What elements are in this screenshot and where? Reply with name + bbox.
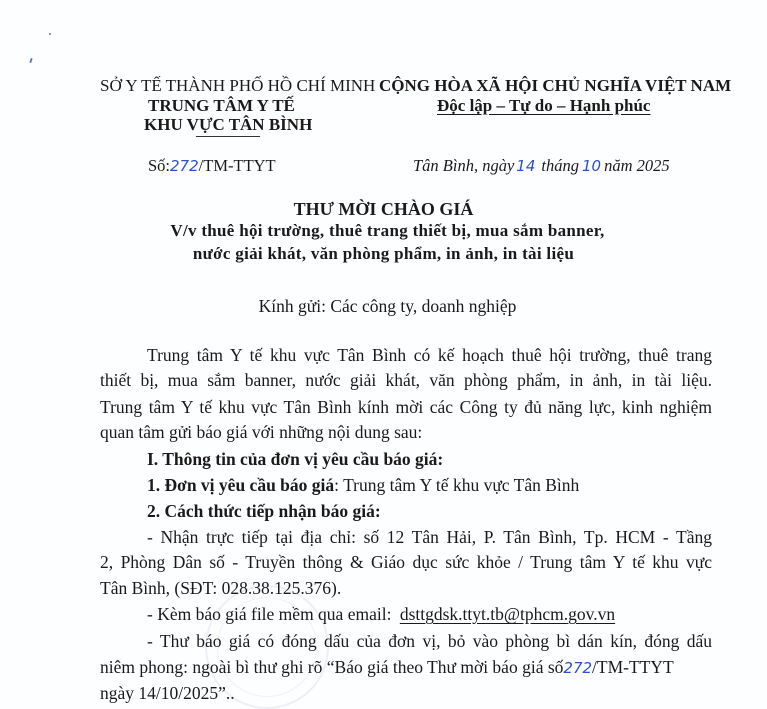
intro-line2: thiết bị, mua sắm banner, nước giải khát, văn phòng phẩm, in ảnh, in tài liệu. xyxy=(100,370,712,390)
section-1-heading: I. Thông tin của đơn vị yêu cầu báo giá: xyxy=(147,449,444,469)
salutation: Kính gửi: Các công ty, doanh nghiệp xyxy=(258,296,517,316)
reference-prefix: Số: xyxy=(148,156,171,175)
seal-handwritten-number: 272 xyxy=(563,659,593,677)
email-link[interactable]: dsttgdsk.ttyt.tb@tphcm.gov.vn xyxy=(399,604,616,624)
reference-suffix: /TM-TTYT xyxy=(198,156,276,175)
item-2-heading: 2. Cách thức tiếp nhận báo giá: xyxy=(147,501,381,521)
header-district: KHU VỰC TÂN BÌNH xyxy=(144,115,313,134)
seal-line2-suffix: /TM-TTYT xyxy=(592,657,674,677)
email-prefix: - Kèm báo giá file mềm qua email: xyxy=(147,604,392,624)
document-title: THƯ MỜI CHÀO GIÁ xyxy=(293,199,474,219)
address-line3: Tân Bình, (SĐT: 028.38.125.376). xyxy=(100,578,342,598)
seal-line3: ngày 14/10/2025”.. xyxy=(100,683,235,703)
reference-handwritten-number: 272 xyxy=(170,157,199,175)
email-line xyxy=(147,604,615,625)
seal-line1: - Thư báo giá có đóng dấu của đơn vị, bỏ vào phòng bì dán kín, đóng dấu xyxy=(147,631,712,651)
seal-line2 xyxy=(100,657,674,678)
header-ministry: SỞ Y TẾ THÀNH PHỐ HỒ CHÍ MINH xyxy=(100,76,376,95)
item-1-label: 1. Đơn vị yêu cầu báo giá xyxy=(147,475,335,495)
intro-line3: Trung tâm Y tế khu vực Tân Bình kính mời các Công ty đủ năng lực, kinh nghiệm xyxy=(100,397,712,417)
document-date xyxy=(413,156,670,176)
seal-line2-prefix: niêm phong: ngoài bì thư ghi rõ “Báo giá theo Thư mời báo giá số xyxy=(100,657,564,677)
scan-mark xyxy=(29,58,33,63)
date-month-handwritten: 10 xyxy=(581,157,602,175)
header-motto: Độc lập – Tự do – Hạnh phúc xyxy=(437,96,651,115)
item-1-requesting-unit xyxy=(147,475,579,496)
date-place: Tân Bình, ngày xyxy=(413,156,515,175)
header-center-name: TRUNG TÂM Y TẾ xyxy=(148,96,295,115)
date-month-label: tháng xyxy=(541,156,579,175)
header-left-rule xyxy=(196,136,260,137)
scan-mark xyxy=(49,33,51,35)
item-1-value: : Trung tâm Y tế khu vực Tân Bình xyxy=(334,475,580,495)
header-nation: CỘNG HÒA XÃ HỘI CHỦ NGHĨA VIỆT NAM xyxy=(379,76,732,95)
address-line2: 2, Phòng Dân số - Truyền thông & Giáo dục sức khỏe / Trung tâm Y tế khu vực xyxy=(100,552,712,572)
intro-line1: Trung tâm Y tế khu vực Tân Bình có kế hoạch thuê hội trường, thuê trang xyxy=(147,345,712,365)
intro-line4: quan tâm gửi báo giá với những nội dung sau: xyxy=(100,422,423,442)
date-day-handwritten: 14 xyxy=(516,157,536,175)
document-subject-line2: nước giải khát, văn phòng phẩm, in ảnh, in tài liệu xyxy=(192,244,575,263)
address-line1: - Nhận trực tiếp tại địa chỉ: số 12 Tân Hải, P. Tân Bình, Tp. HCM - Tầng xyxy=(147,527,712,547)
document-subject-line1: V/v thuê hội trường, thuê trang thiết bị, mua sắm banner, xyxy=(170,221,605,240)
reference-number xyxy=(148,156,276,176)
date-year: năm 2025 xyxy=(604,156,670,175)
